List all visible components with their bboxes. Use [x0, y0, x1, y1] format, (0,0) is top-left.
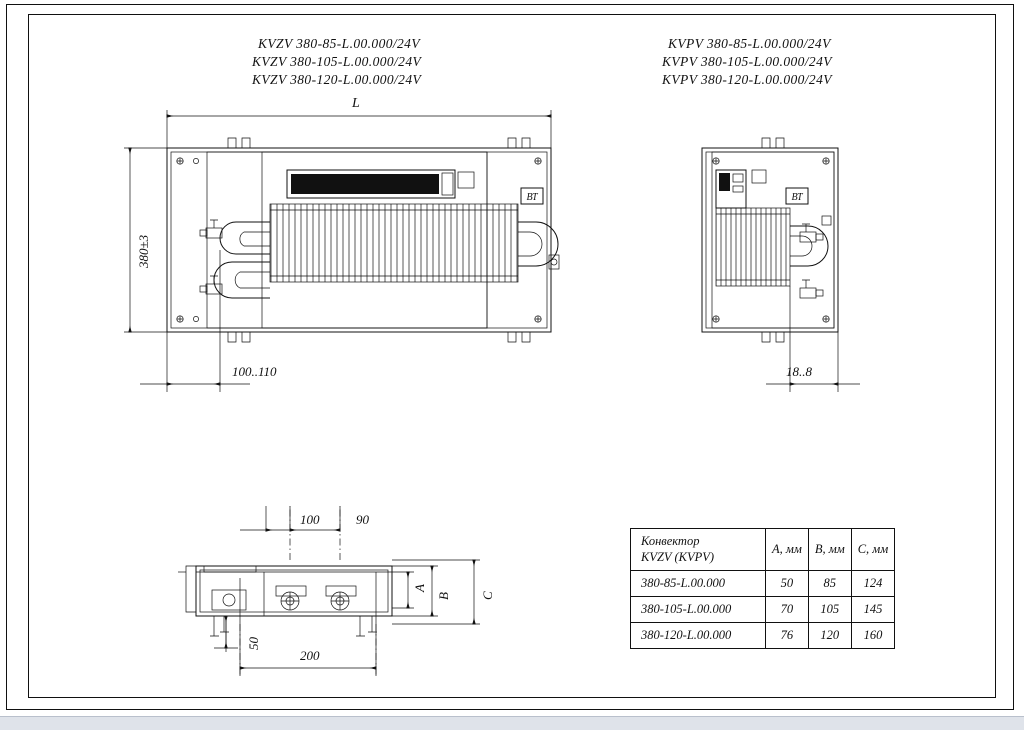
svg-text:ВТ: ВТ: [526, 192, 538, 203]
cell-model: 380-120-L.00.000: [631, 623, 766, 649]
dimension-200: [240, 616, 376, 676]
dim-200: 200: [300, 648, 320, 663]
cell-b: 120: [808, 623, 851, 649]
dim-90: 90: [356, 512, 369, 527]
cell-b: 105: [808, 597, 851, 623]
dim-100: 100: [300, 512, 320, 527]
table-header-c: C, мм: [851, 529, 895, 571]
cell-a: 50: [766, 571, 809, 597]
cell-c: 145: [851, 597, 895, 623]
section-view: [178, 506, 392, 676]
title-right-line3: KVPV 380-120-L.00.000/24V: [662, 72, 832, 87]
cell-c: 124: [851, 571, 895, 597]
cell-a: 76: [766, 623, 809, 649]
viewer-bottom-bar: [0, 716, 1024, 730]
svg-text:ВТ: ВТ: [791, 192, 803, 203]
table-row: [631, 623, 895, 649]
title-right-line2: KVPV 380-105-L.00.000/24V: [662, 54, 832, 69]
table-header-b: B, мм: [808, 529, 851, 571]
dimension-380: [124, 148, 167, 332]
dimension-ABC: [392, 560, 480, 624]
dim-letter-B: B: [436, 592, 451, 600]
dimension-L: [167, 110, 551, 148]
dim-length-L: L: [352, 96, 360, 111]
dimension-50: [214, 616, 238, 652]
cell-c: 160: [851, 623, 895, 649]
dim-50: 50: [246, 637, 261, 650]
title-right-line1: KVPV 380-85-L.00.000/24V: [668, 36, 831, 51]
cell-b: 85: [808, 571, 851, 597]
table-header-model: [631, 529, 766, 571]
dimension-18-8: [766, 286, 860, 392]
top-view-left: [167, 138, 559, 342]
table-row: [631, 571, 895, 597]
cell-model: 380-85-L.00.000: [631, 571, 766, 597]
table-header-model-line1: Конвектор: [641, 534, 700, 548]
title-left-line2: KVZV 380-105-L.00.000/24V: [252, 54, 422, 69]
table-row: [631, 597, 895, 623]
dim-offset-100-110: 100..110: [232, 364, 277, 379]
dim-letter-C: C: [480, 591, 495, 600]
dimension-100-110: [140, 250, 250, 392]
title-left-line3: KVZV 380-120-L.00.000/24V: [252, 72, 422, 87]
specification-table: [630, 528, 895, 649]
cell-model: 380-105-L.00.000: [631, 597, 766, 623]
dim-letter-A: A: [412, 584, 427, 592]
table-header-row: [631, 529, 895, 571]
cell-a: 70: [766, 597, 809, 623]
dim-width-380: 380±3: [136, 234, 151, 268]
title-left-line1: KVZV 380-85-L.00.000/24V: [258, 36, 420, 51]
dimension-100-90: [240, 506, 340, 530]
table-header-model-line2: KVZV (KVPV): [641, 549, 715, 564]
top-view-right: [702, 138, 838, 342]
dim-offset-18-8: 18..8: [786, 364, 812, 379]
table-header-a: А, мм: [766, 529, 809, 571]
